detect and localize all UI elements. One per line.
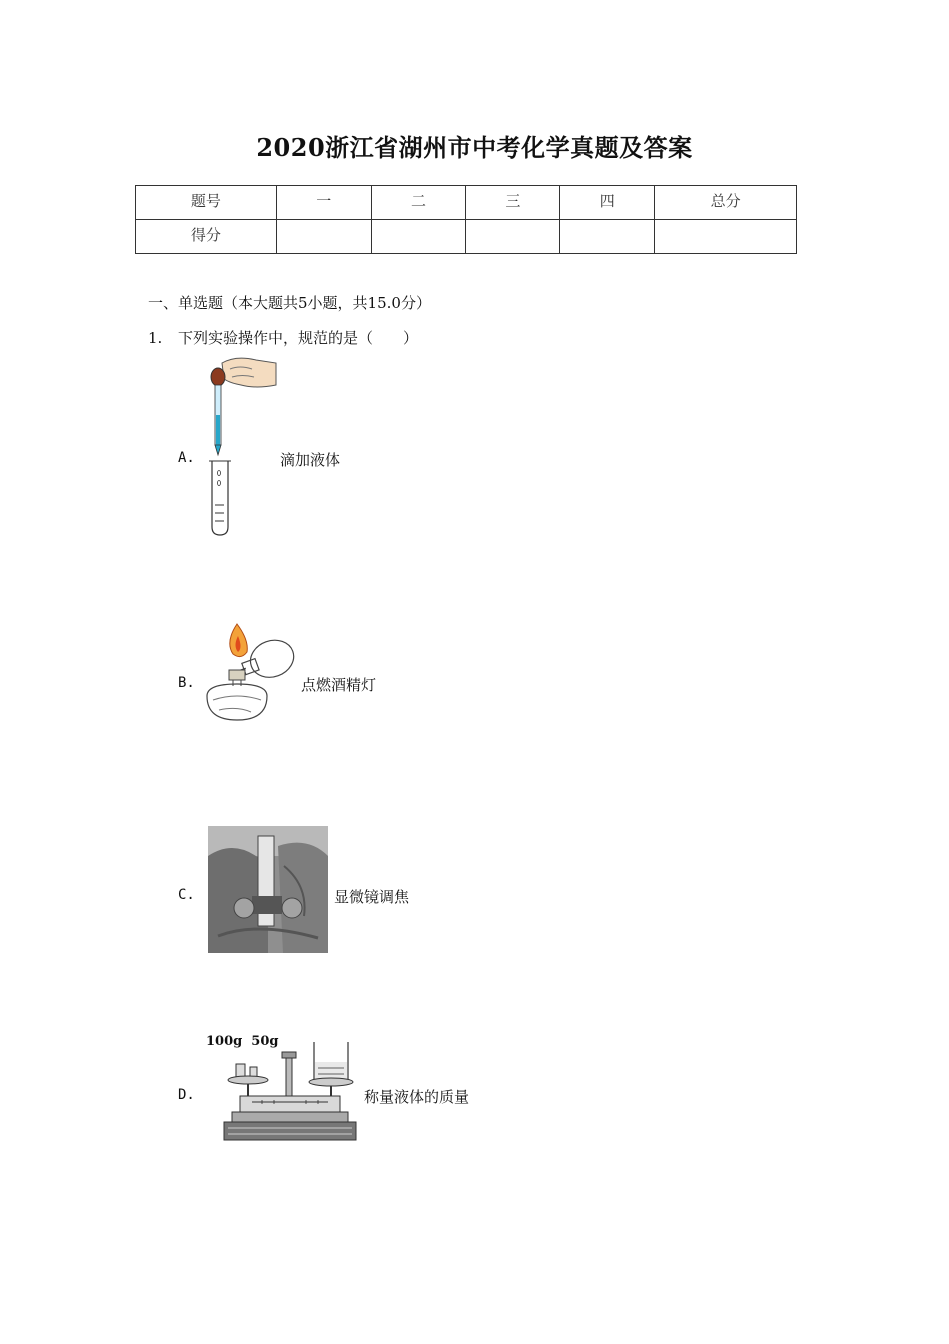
- header-cell: 总分: [655, 186, 797, 220]
- option-c-text: 显微镜调焦: [334, 888, 410, 906]
- dropper-test-tube-figure: [196, 355, 278, 540]
- page-title: 2020浙江省湖州市中考化学真题及答案: [256, 133, 693, 162]
- score-cell[interactable]: [371, 220, 466, 254]
- score-cell[interactable]: [276, 220, 371, 254]
- option-c-letter: C.: [178, 887, 195, 903]
- header-cell: 三: [466, 186, 560, 220]
- score-cell[interactable]: [466, 220, 560, 254]
- option-a-letter: A.: [178, 450, 195, 466]
- alcohol-lamp-figure: [203, 620, 299, 724]
- option-d-text: 称量液体的质量: [364, 1088, 470, 1106]
- score-table-score-row: [136, 220, 797, 254]
- score-table: [135, 185, 797, 254]
- header-cell: 一: [276, 186, 371, 220]
- header-cell: 题号: [136, 186, 277, 220]
- balance-scale-figure: [222, 1040, 360, 1142]
- weight-label-50g: 50g: [251, 1034, 279, 1049]
- option-b-letter: B.: [178, 675, 195, 691]
- score-cell[interactable]: [560, 220, 655, 254]
- option-a-text: 滴加液体: [280, 451, 341, 469]
- question-stem: [148, 327, 418, 348]
- question-number: 1.: [148, 329, 163, 347]
- option-b-text: 点燃酒精灯: [301, 676, 377, 694]
- score-table-header-row: [136, 186, 797, 220]
- score-cell[interactable]: [655, 220, 797, 254]
- section-heading: 一、单选题（本大题共5小题，共15.0分）: [148, 294, 431, 312]
- question-text: 下列实验操作中，规范的是（ ）: [178, 329, 419, 347]
- header-cell: 四: [560, 186, 655, 220]
- microscope-photo-figure: [208, 826, 328, 953]
- option-d-letter: D.: [178, 1087, 195, 1103]
- row-label-cell: 得分: [136, 220, 277, 254]
- weight-label-100g: 100g: [206, 1034, 243, 1049]
- header-cell: 二: [371, 186, 466, 220]
